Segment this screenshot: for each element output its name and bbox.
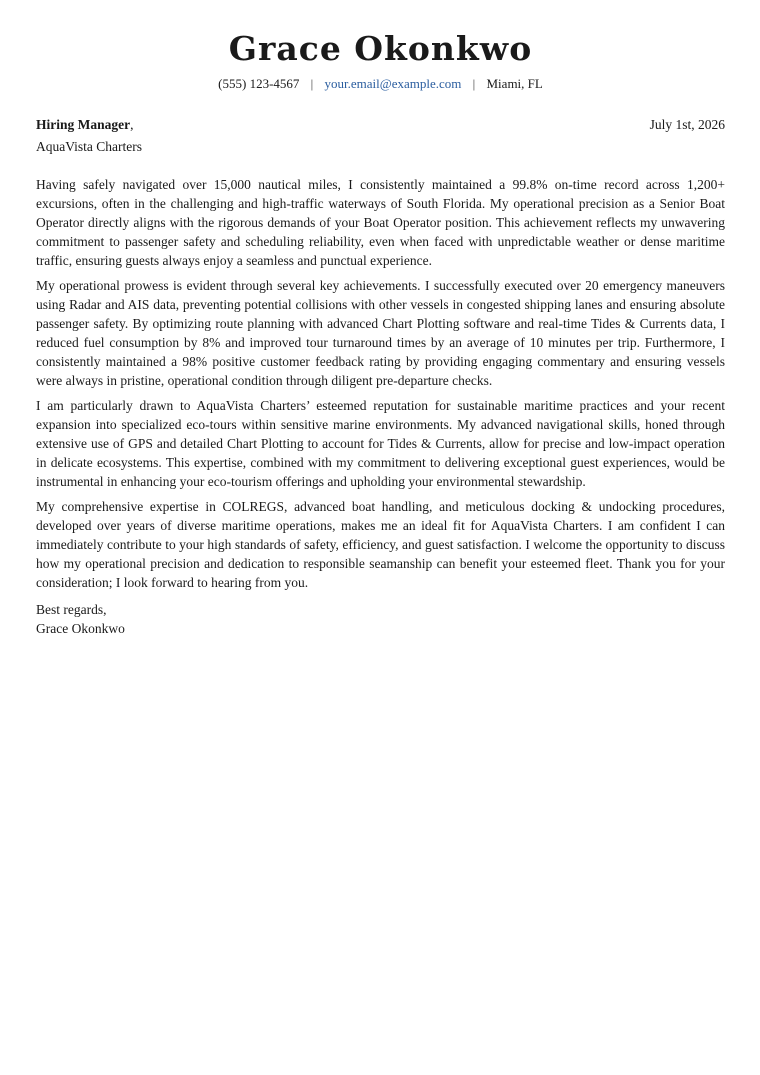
closing-salutation: Best regards,: [36, 602, 107, 617]
phone-number: (555) 123-4567: [218, 76, 300, 91]
recipient: [36, 116, 134, 134]
company-name: AquaVista Charters: [36, 139, 143, 154]
location: Miami, FL: [486, 76, 543, 91]
body-paragraph: My operational prowess is evident through several key achievements. I successfully executed over 20 emergency maneuvers using Radar and AIS data, preventing potential collisions with other vessels in congested shipping lanes and ensuring absolute passenger safety. By optimizing route planning with advanced Chart Plotting software and real-time Tides & Currents data, I reduced fuel consumption by 8% and improved tour turnaround times by an average of 10 minutes per trip. Furthermore, I consistently maintained a 98% positive customer feedback rating by providing engaging commentary and ensuring vessels were always in pristine, operational condition through diligent pre-departure checks.: [36, 278, 725, 388]
applicant-name: Grace Okonkwo: [228, 29, 533, 68]
body-paragraph: I am particularly drawn to AquaVista Charters’ esteemed reputation for sustainable maritime practices and your recent expansion into specialized eco-tours within sensitive marine environments. My advanced navigational skills, honed through extensive use of GPS and detailed Chart Plotting to account for Tides & Currents, allow for precise and low-impact operation in delicate ecosystems. This expertise, combined with my commitment to delivering exceptional guest experiences, would be instrumental in enhancing your eco-tourism offerings and upholding your environmental stewardship.: [36, 398, 725, 489]
recipient-comma: ,: [130, 117, 134, 132]
email-link[interactable]: your.email@example.com: [324, 76, 462, 91]
contact-separator: |: [310, 76, 314, 91]
body-paragraph: Having safely navigated over 15,000 nautical miles, I consistently maintained a 99.8% on-time record across 1,200+ excursions, often in the challenging and high-traffic waterways of South Florida. My operational precision as a Senior Boat Operator directly aligns with the rigorous demands of your Boat Operator position. This achievement reflects my unwavering commitment to passenger safety and scheduling reliability, even when faced with unpredictable weather or dense maritime traffic, ensuring guests always enjoy a seamless and punctual experience.: [36, 177, 725, 268]
body-paragraph: My comprehensive expertise in COLREGS, advanced boat handling, and meticulous docking & undocking procedures, developed over years of diverse maritime operations, makes me an ideal fit for AquaVista Charters. I am confident I can immediately contribute to your high standards of safety, efficiency, and guest satisfaction. I welcome the opportunity to discuss how my operational precision and dedication to responsible seamanship can benefit your esteemed fleet. Thank you for your consideration; I look forward to hearing from you.: [36, 499, 725, 590]
recipient-date-row: [36, 116, 725, 134]
contact-line: [36, 75, 725, 93]
letter-date: July 1st, 2026: [649, 117, 725, 132]
cover-letter-page: [36, 0, 725, 638]
contact-separator: |: [472, 76, 476, 91]
closing: [36, 600, 725, 638]
recipient-name: Hiring Manager: [36, 117, 131, 132]
signature-name: Grace Okonkwo: [36, 621, 125, 636]
